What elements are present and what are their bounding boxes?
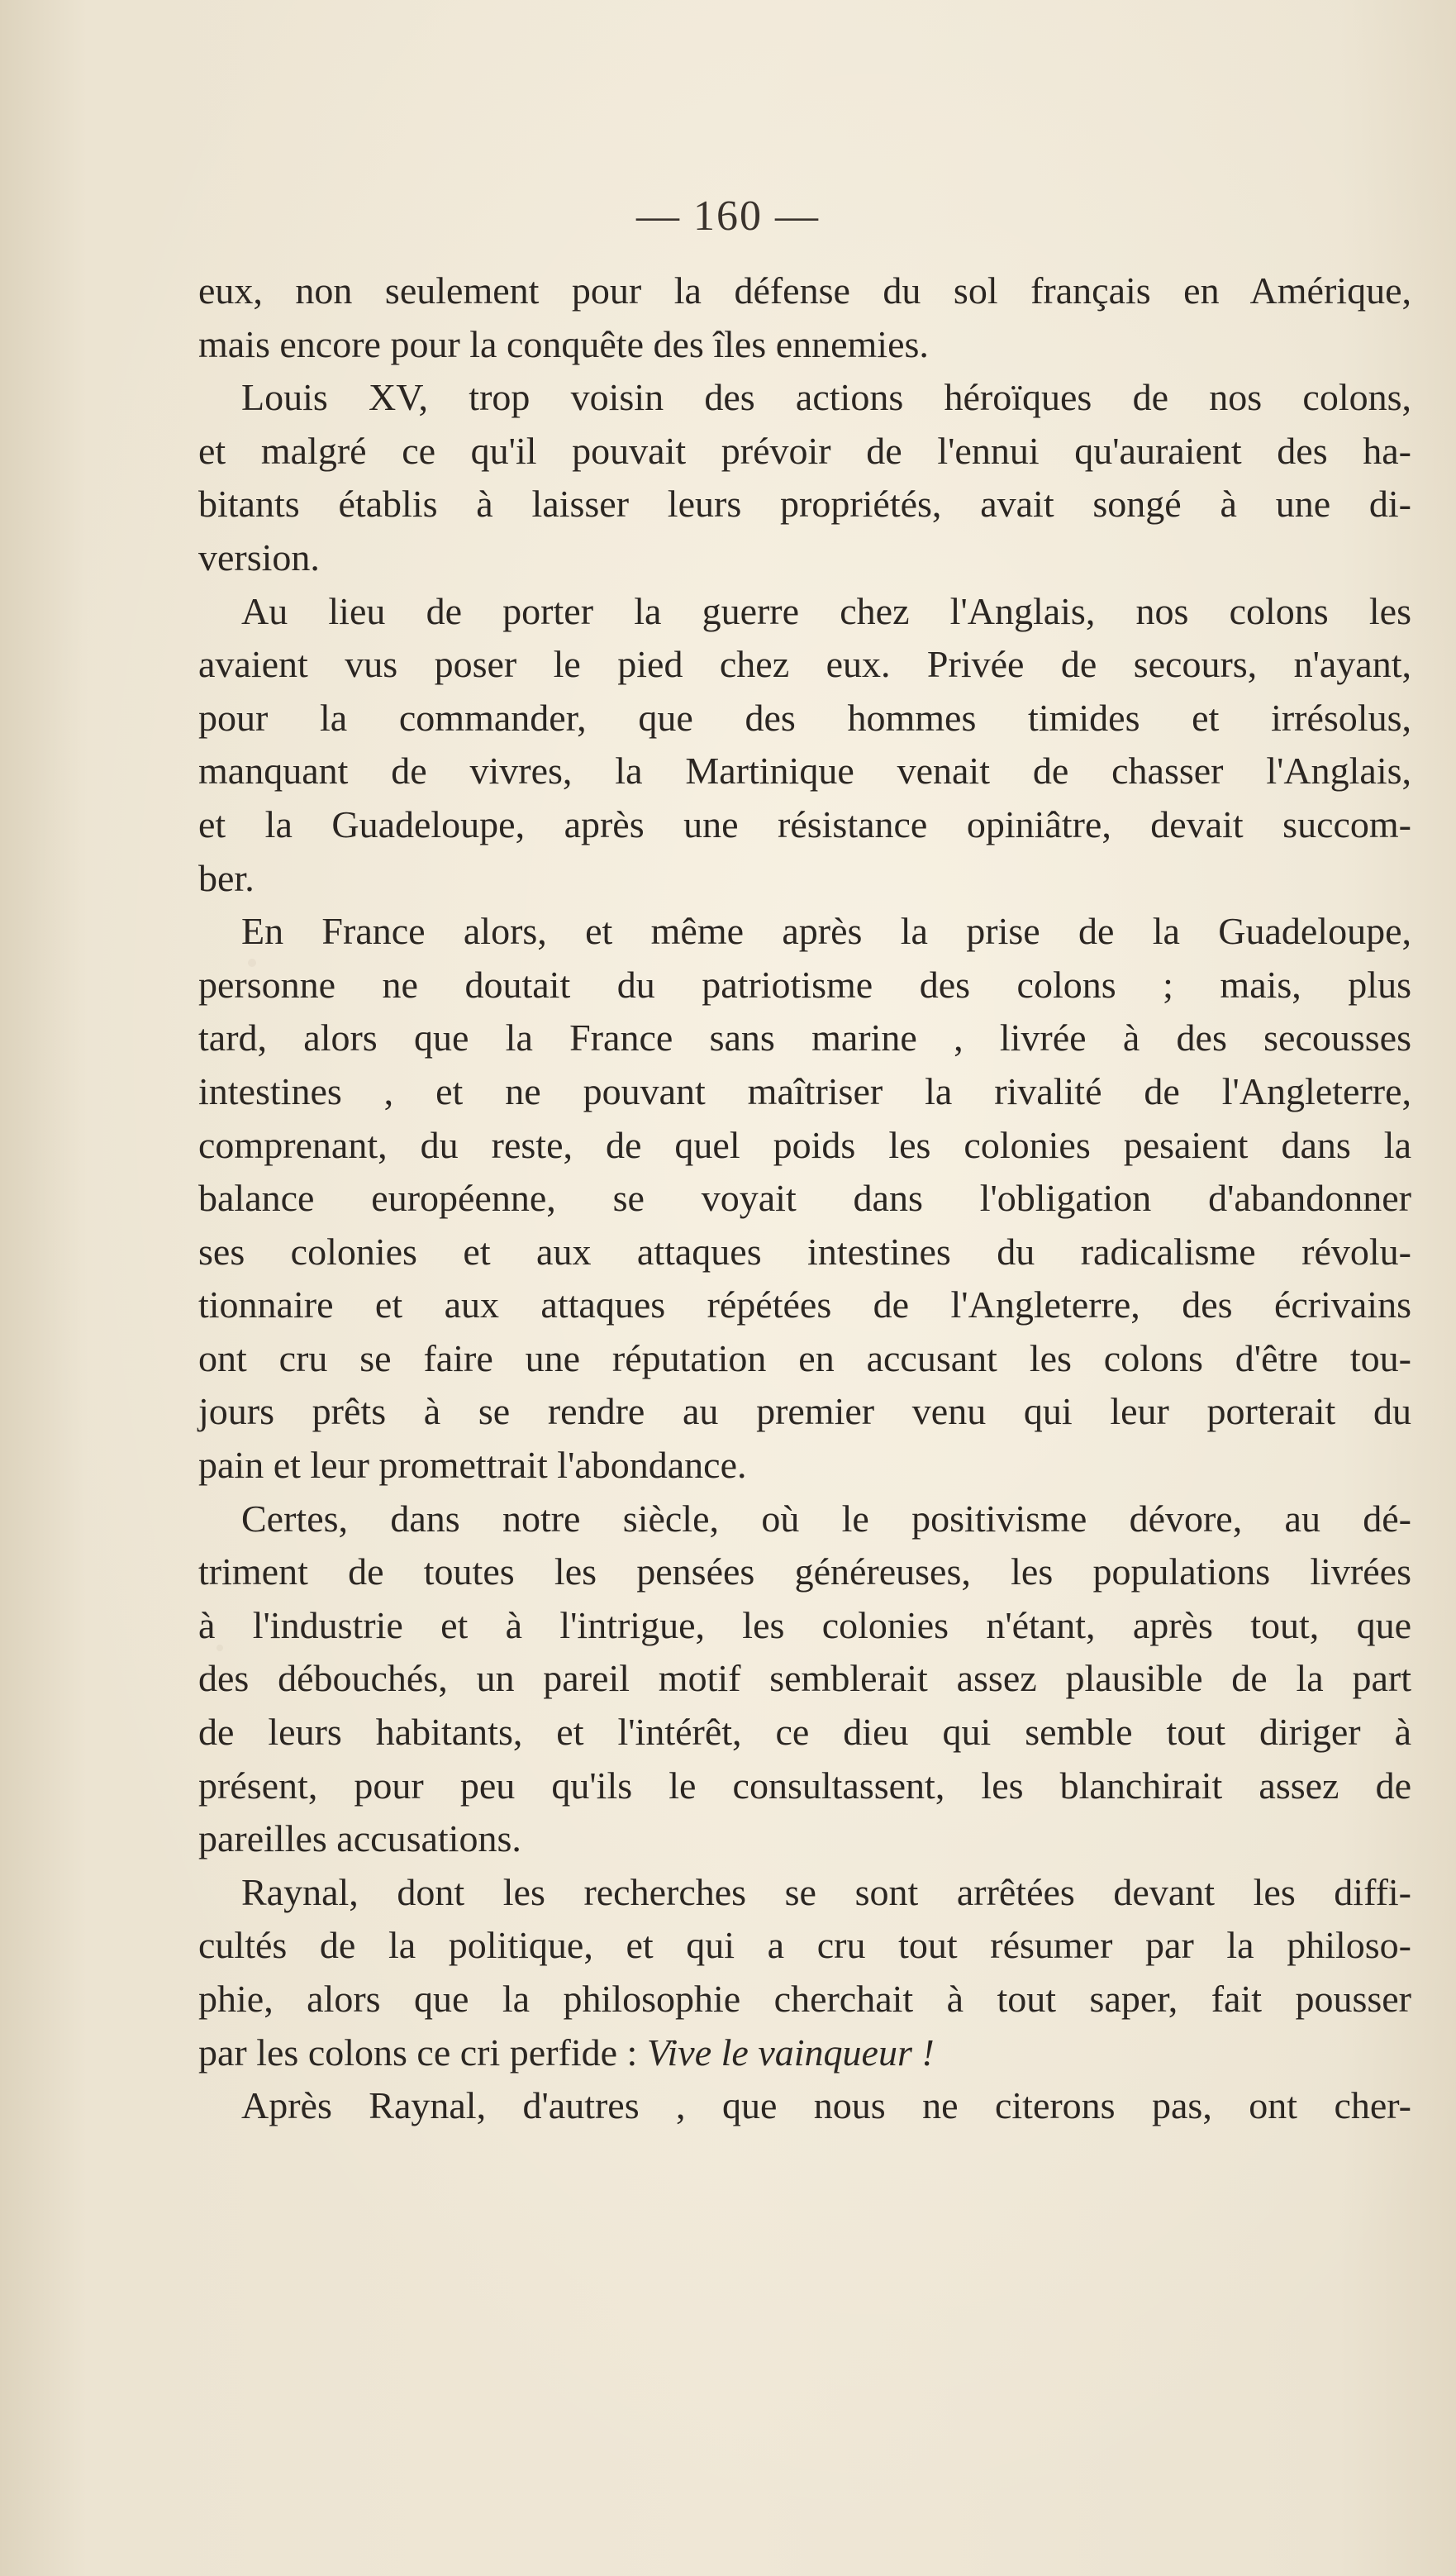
text-line: présent, pour peu qu'ils le consultassent, les blanchirait assez de xyxy=(198,1764,1411,1807)
text-line: à l'industrie et à l'intrigue, les colonies n'étant, après tout, que xyxy=(198,1603,1411,1646)
text-line: jours prêts à se rendre au premier venu qui leur porterait du xyxy=(198,1390,1411,1433)
text-line: eux, non seulement pour la défense du sol français en Amérique, xyxy=(198,269,1411,312)
text-line: phie, alors que la philosophie cherchait à tout saper, fait pousser xyxy=(198,1978,1411,2020)
text-line: Certes, dans notre siècle, où le positivisme dévore, au dé- xyxy=(241,1497,1411,1540)
text-line: et la Guadeloupe, après une résistance opiniâtre, devait succom- xyxy=(198,802,1411,845)
text-line: version. xyxy=(198,536,320,579)
text-line: ont cru se faire une réputation en accusant les colons d'être tou- xyxy=(198,1336,1411,1379)
text-line: et malgré ce qu'il pouvait prévoir de l'ennui qu'auraient des ha- xyxy=(198,429,1411,472)
text-line: de leurs habitants, et l'intérêt, ce dieu qui semble tout diriger à xyxy=(198,1711,1411,1754)
text-line: des débouchés, un pareil motif semblerait assez plausible de la part xyxy=(198,1657,1411,1700)
text-line: Au lieu de porter la guerre chez l'Anglais, nos colons les xyxy=(241,589,1411,632)
text-line: mais encore pour la conquête des îles ennemies. xyxy=(198,322,929,365)
text-line: Après Raynal, d'autres , que nous ne citerons pas, ont cher- xyxy=(241,2084,1411,2127)
text-line: ses colonies et aux attaques intestines du radicalisme révolu- xyxy=(198,1230,1411,1273)
text-line: cultés de la politique, et qui a cru tout résumer par la philoso- xyxy=(198,1924,1411,1967)
text-line: triment de toutes les pensées généreuses, les populations livrées xyxy=(198,1550,1411,1593)
text-line: manquant de vivres, la Martinique venait de chasser l'Anglais, xyxy=(198,750,1411,793)
text-line: personne ne doutait du patriotisme des colons ; mais, plus xyxy=(198,963,1411,1006)
text-line: En France alors, et même après la prise de la Guadeloupe, xyxy=(241,910,1411,953)
text-line: avaient vus poser le pied chez eux. Privée de secours, n'ayant, xyxy=(198,643,1411,686)
text-line: Louis XV, trop voisin des actions héroïques de nos colons, xyxy=(241,376,1411,419)
text-line: ber. xyxy=(198,856,255,899)
text-line: Raynal, dont les recherches se sont arrêtées devant les diffi- xyxy=(241,1870,1411,1913)
body-text xyxy=(198,264,1411,2133)
text-line: balance européenne, se voyait dans l'obligation d'abandonner xyxy=(198,1177,1411,1220)
text-line: tard, alors que la France sans marine , livrée à des secousses xyxy=(198,1017,1411,1059)
text-line: bitants établis à laisser leurs propriétés, avait songé à une di- xyxy=(198,483,1411,526)
text-line: comprenant, du reste, de quel poids les colonies pesaient dans la xyxy=(198,1123,1411,1166)
text-line: intestines , et ne pouvant maîtriser la rivalité de l'Angleterre, xyxy=(198,1069,1411,1112)
text-line: tionnaire et aux attaques répétées de l'Angleterre, des écrivains xyxy=(198,1283,1411,1326)
italic-quote: Vive le vainqueur ! xyxy=(646,2031,935,2074)
text-line: pour la commander, que des hommes timides et irrésolus, xyxy=(198,696,1411,739)
page-number: — 160 — xyxy=(636,193,820,240)
text-line: pain et leur promettrait l'abondance. xyxy=(198,1444,747,1487)
text-line-lead: par les colons ce cri perfide : xyxy=(198,2031,647,2074)
text-line: pareilles accusations. xyxy=(198,1817,521,1860)
text-line-with-quote xyxy=(198,2026,1411,2080)
